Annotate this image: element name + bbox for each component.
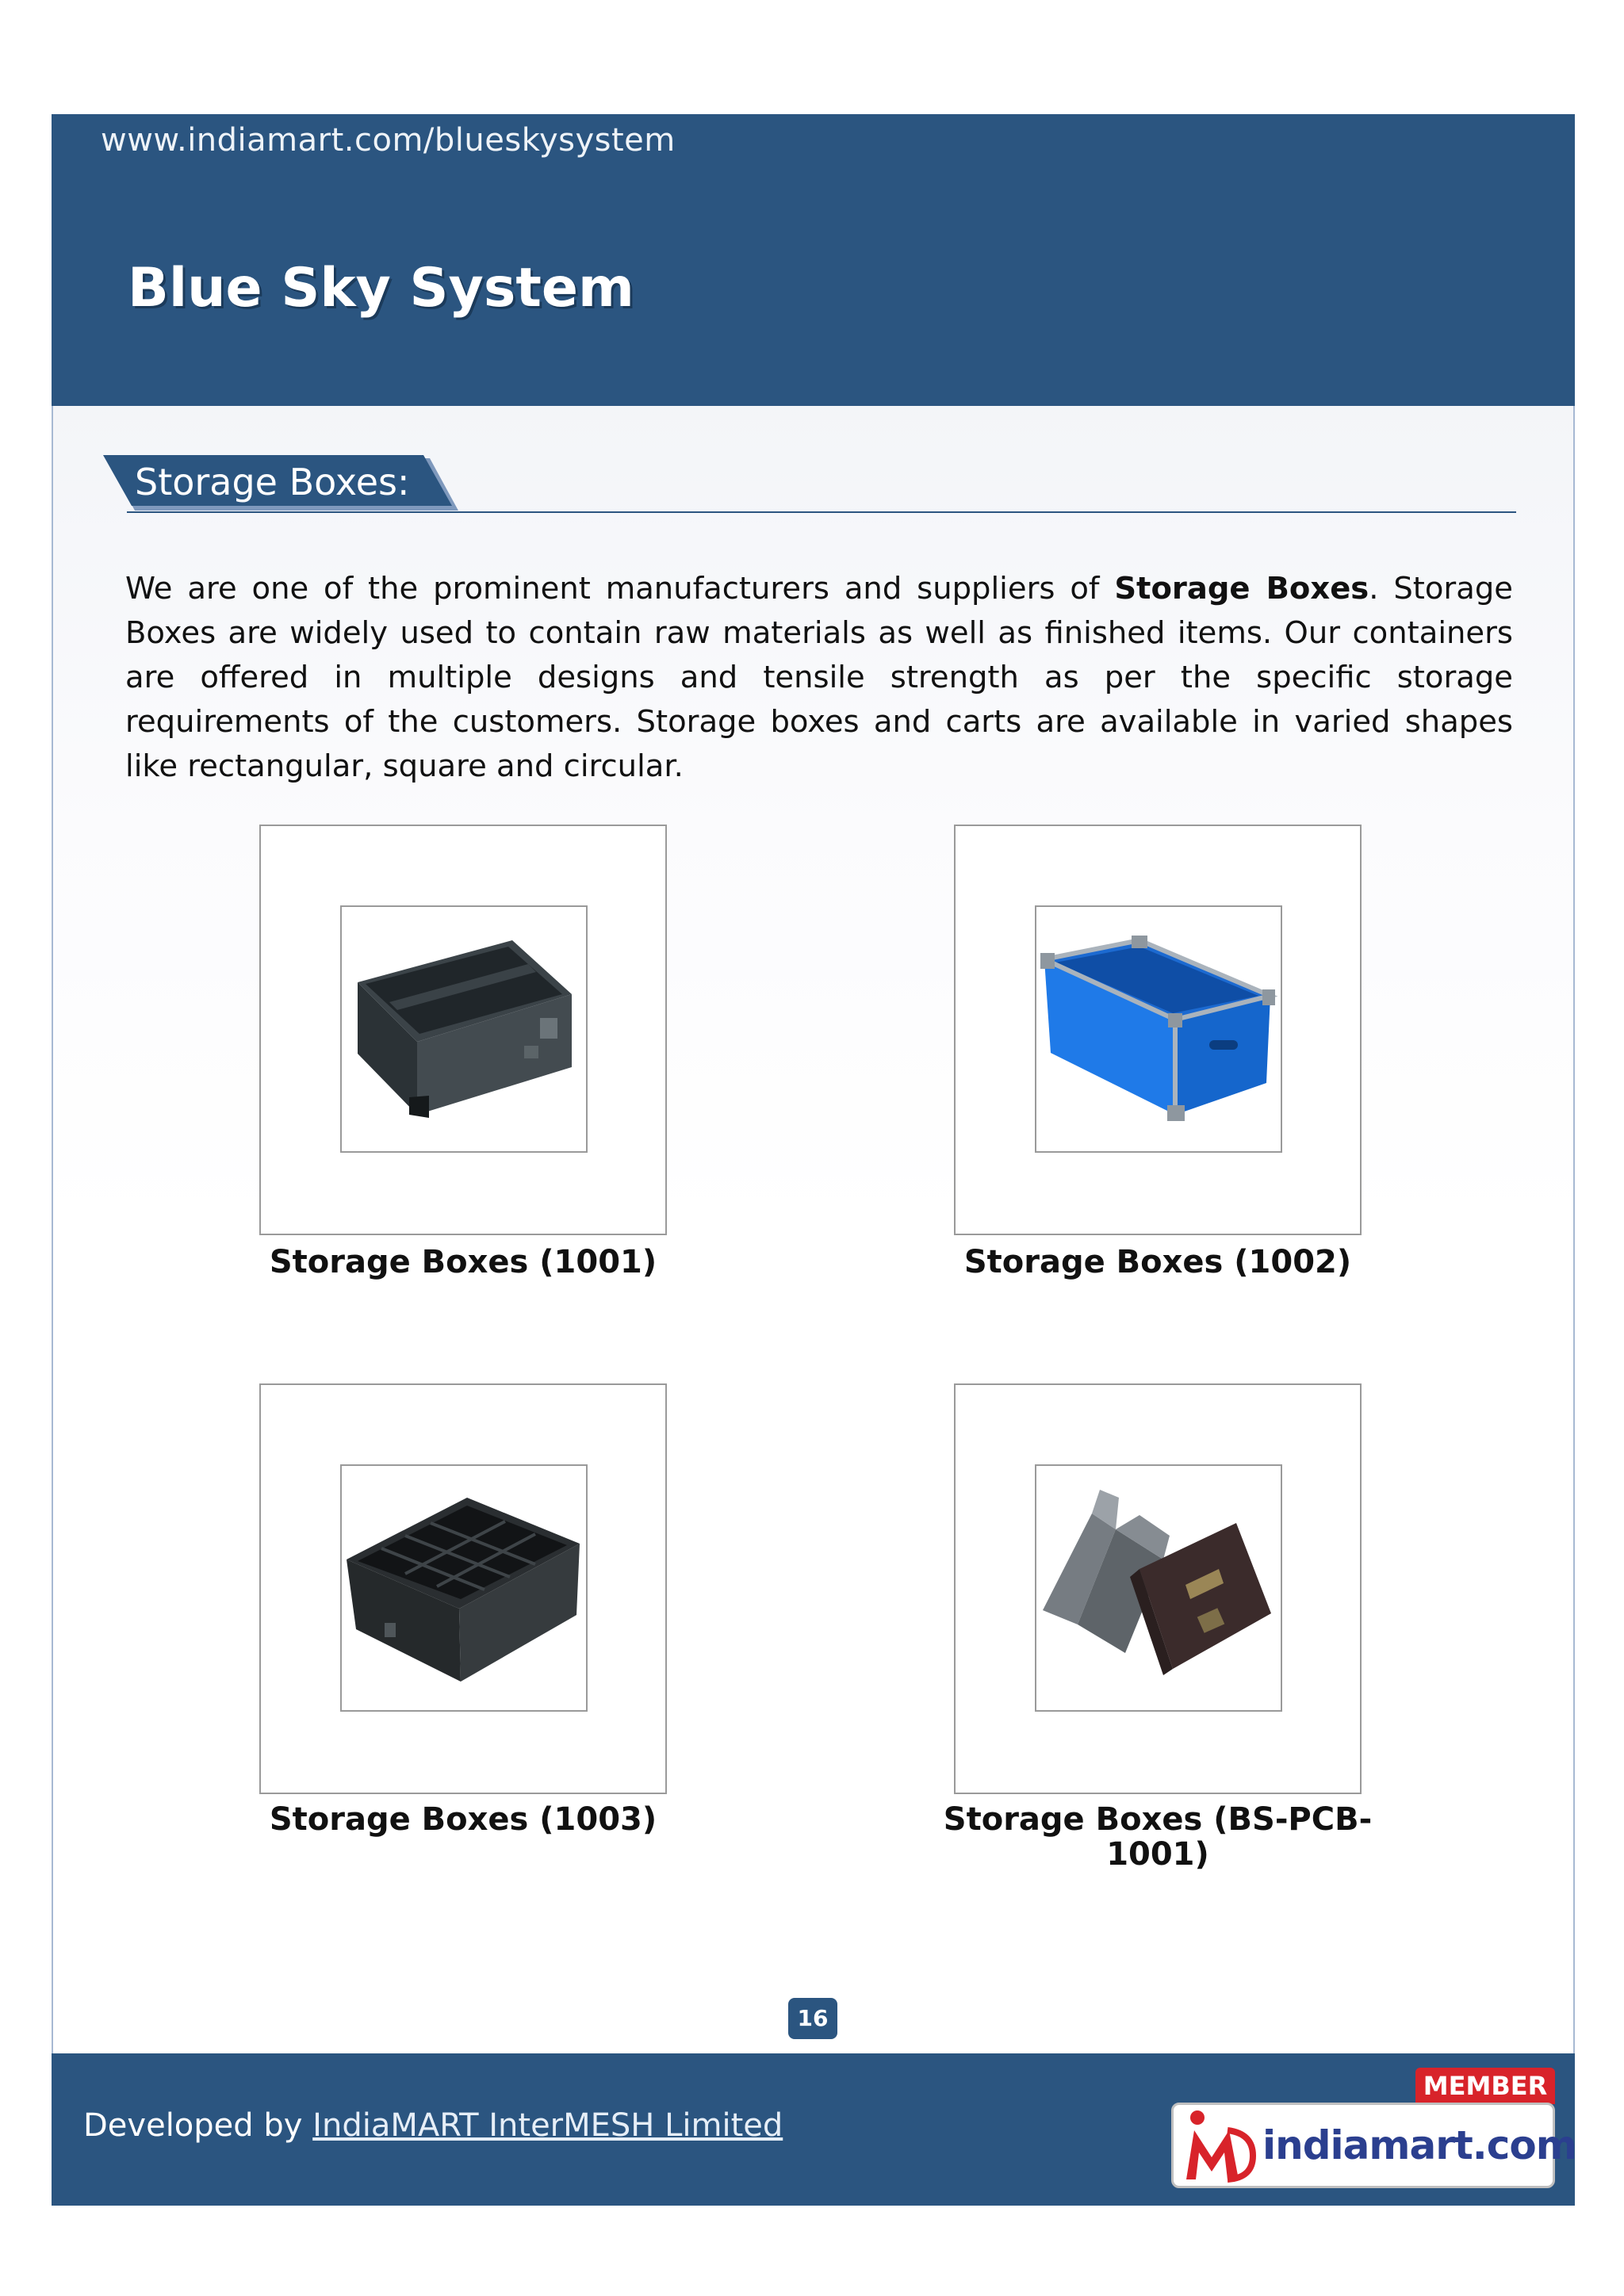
section-tab	[103, 455, 460, 512]
intro-paragraph	[125, 567, 1513, 789]
product-caption-1003: Storage Boxes (1003)	[269, 1801, 657, 1838]
indiamart-m-logo-icon	[1180, 2107, 1262, 2186]
product-card-1002[interactable]	[954, 825, 1362, 1235]
product-card-1001[interactable]	[259, 825, 667, 1235]
product-image-bs-pcb-1001	[1035, 1464, 1282, 1712]
page-number: 16	[788, 1998, 837, 2039]
page-footer	[52, 2053, 1575, 2206]
indiamart-brand-text: indiamart.com	[1262, 2122, 1576, 2168]
indiamart-logo-box	[1171, 2103, 1576, 2188]
footer-credit	[83, 2107, 783, 2144]
product-card-1003[interactable]	[259, 1383, 667, 1794]
pcb-storage-box-icon	[1036, 1466, 1281, 1710]
product-caption-1001: Storage Boxes (1001)	[269, 1244, 657, 1280]
black-partitioned-crate-icon	[342, 1466, 586, 1710]
product-caption-1002: Storage Boxes (1002)	[963, 1244, 1352, 1280]
intro-text-2: . Storage Boxes are widely used to contain raw materials as well as finished items. Our containers are offered in multiple designs and tensile strength as per the specific storage requirements of the customers. Storage boxes and carts are available in varied shapes like rectangular, square and circular.	[125, 570, 1513, 784]
product-image-1003	[340, 1464, 588, 1712]
product-card-bs-pcb-1001[interactable]	[954, 1383, 1362, 1794]
intro-bold: Storage Boxes	[1114, 570, 1369, 607]
company-title: Blue Sky System	[128, 257, 634, 320]
header-url[interactable]: www.indiamart.com/blueskysystem	[101, 122, 676, 159]
product-image-1002	[1035, 905, 1282, 1153]
blue-storage-bin-icon	[1036, 907, 1281, 1151]
section-divider	[127, 511, 1516, 513]
developer-link[interactable]: IndiaMART InterMESH Limited	[312, 2107, 783, 2144]
member-label: MEMBER	[1415, 2068, 1555, 2104]
indiamart-member-badge[interactable]	[1171, 2068, 1576, 2188]
product-caption-bs-pcb-1001: Storage Boxes (BS-PCB-1001)	[943, 1801, 1373, 1873]
page-header	[52, 114, 1575, 406]
section-title: Storage Boxes:	[135, 461, 410, 503]
footer-developed-by: Developed by	[83, 2107, 313, 2144]
product-image-1001	[340, 905, 588, 1153]
intro-text-1: We are one of the prominent manufacturers and suppliers of	[125, 570, 1115, 607]
black-corrugated-box-icon	[342, 907, 586, 1151]
